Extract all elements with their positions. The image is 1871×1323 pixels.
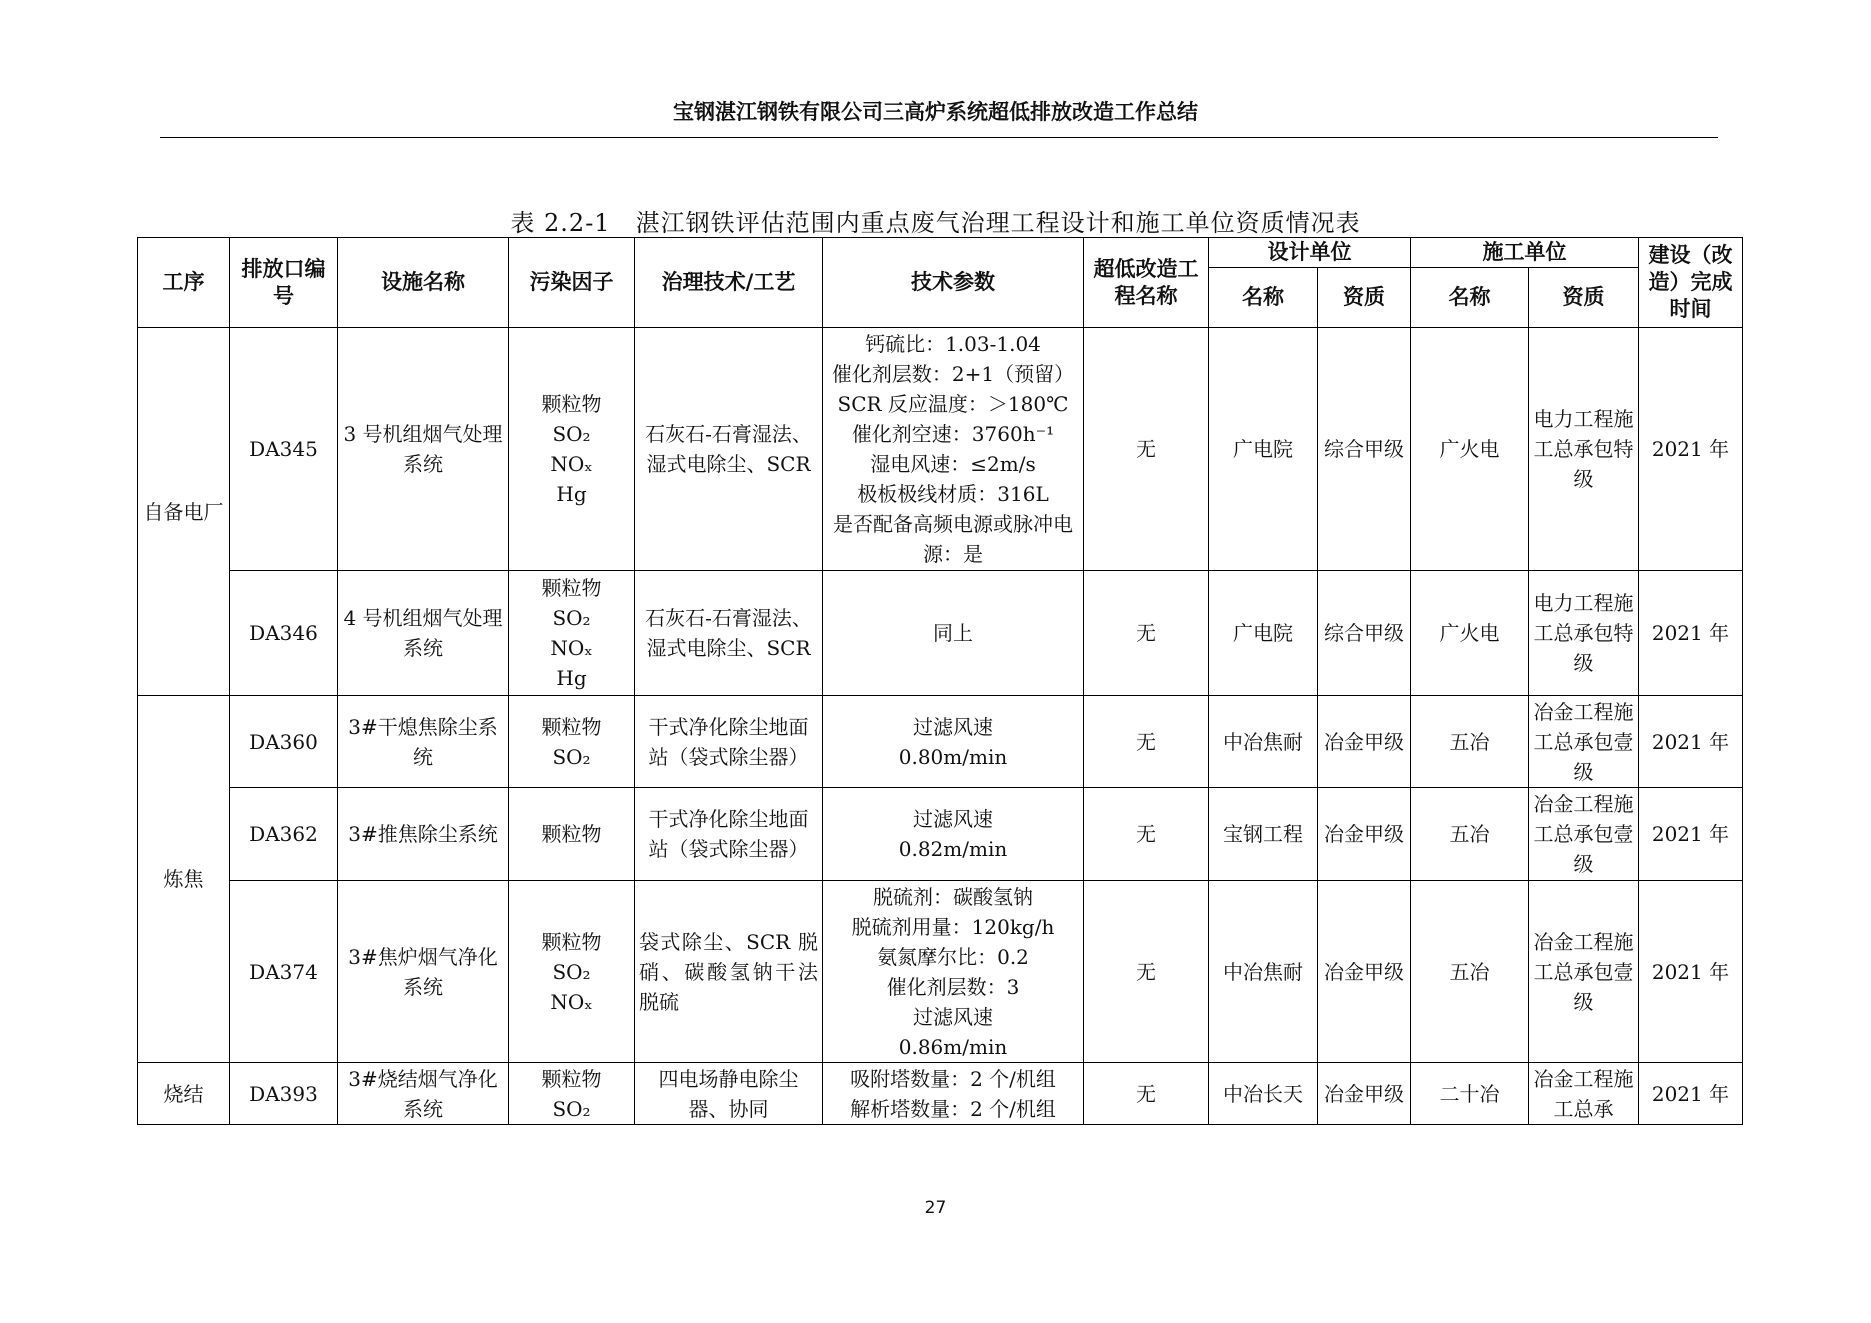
project-name-cell: 无 — [1084, 788, 1209, 881]
parameters-cell: 钙硫比：1.03-1.04 催化剂层数：2+1（预留） SCR 反应温度：＞180℃ 催化剂空速：3760h⁻¹ 湿电风速：≤2m/s 极板极线材质：316L 是否配备高频电源或脉冲电源：是 — [823, 328, 1084, 571]
completion-time-cell: 2021 年 — [1639, 788, 1743, 881]
technology-cell: 干式净化除尘地面站（袋式除尘器） — [635, 696, 823, 788]
design-name-cell: 宝钢工程 — [1209, 788, 1318, 881]
pollutant-cell: 颗粒物 — [509, 788, 635, 881]
design-qualification-cell: 冶金甲级 — [1318, 788, 1411, 881]
table-caption: 表 2.2-1 湛江钢铁评估范围内重点废气治理工程设计和施工单位资质情况表 — [510, 209, 1361, 237]
completion-time-cell: 2021 年 — [1639, 881, 1743, 1063]
design-qualification-cell: 综合甲级 — [1318, 571, 1411, 696]
construction-qualification-cell: 冶金工程施工总承 — [1529, 1063, 1639, 1125]
facility-cell: 3#干熄焦除尘系统 — [338, 696, 509, 788]
project-name-cell: 无 — [1084, 696, 1209, 788]
header-construction-qualification: 资质 — [1529, 268, 1639, 328]
facility-cell: 3#推焦除尘系统 — [338, 788, 509, 881]
header-construction-unit: 施工单位 — [1411, 238, 1639, 268]
technology-cell: 干式净化除尘地面站（袋式除尘器） — [635, 788, 823, 881]
parameters-cell: 同上 — [823, 571, 1084, 696]
header-design-qualification: 资质 — [1318, 268, 1411, 328]
header-facility: 设施名称 — [338, 238, 509, 328]
table-row — [138, 328, 1743, 571]
header-construction-name: 名称 — [1411, 268, 1529, 328]
completion-time-cell: 2021 年 — [1639, 571, 1743, 696]
design-qualification-cell: 综合甲级 — [1318, 328, 1411, 571]
technology-cell: 四电场静电除尘器、协同 — [635, 1063, 823, 1125]
design-name-cell: 广电院 — [1209, 328, 1318, 571]
header-pollutant: 污染因子 — [509, 238, 635, 328]
pollutant-cell: 颗粒物 SO₂ NOₓ Hg — [509, 571, 635, 696]
page-number: 27 — [924, 1198, 947, 1218]
project-name-cell: 无 — [1084, 571, 1209, 696]
pollutant-cell: 颗粒物 SO₂ NOₓ Hg — [509, 328, 635, 571]
design-qualification-cell: 冶金甲级 — [1318, 696, 1411, 788]
table-row — [138, 696, 1743, 788]
emission-control-table — [137, 237, 1743, 1125]
construction-name-cell: 五冶 — [1411, 881, 1529, 1063]
outlet-cell: DA393 — [230, 1063, 338, 1125]
construction-name-cell: 广火电 — [1411, 571, 1529, 696]
parameters-cell: 过滤风速 0.80m/min — [823, 696, 1084, 788]
design-name-cell: 广电院 — [1209, 571, 1318, 696]
header-project-name: 超低改造工程名称 — [1084, 238, 1209, 328]
completion-time-cell: 2021 年 — [1639, 328, 1743, 571]
parameters-cell: 吸附塔数量：2 个/机组 解析塔数量：2 个/机组 — [823, 1063, 1084, 1125]
outlet-cell: DA360 — [230, 696, 338, 788]
design-qualification-cell: 冶金甲级 — [1318, 881, 1411, 1063]
process-cell: 炼焦 — [138, 696, 230, 1063]
technology-cell: 石灰石-石膏湿法、湿式电除尘、SCR — [635, 571, 823, 696]
construction-name-cell: 广火电 — [1411, 328, 1529, 571]
construction-qualification-cell: 冶金工程施工总承包壹级 — [1529, 788, 1639, 881]
header-parameters: 技术参数 — [823, 238, 1084, 328]
header-design-name: 名称 — [1209, 268, 1318, 328]
project-name-cell: 无 — [1084, 1063, 1209, 1125]
pollutant-cell: 颗粒物 SO₂ NOₓ — [509, 881, 635, 1063]
table-row — [138, 571, 1743, 696]
document-header-title: 宝钢湛江钢铁有限公司三高炉系统超低排放改造工作总结 — [673, 100, 1198, 124]
outlet-cell: DA345 — [230, 328, 338, 571]
construction-qualification-cell: 冶金工程施工总承包壹级 — [1529, 881, 1639, 1063]
table-row — [138, 881, 1743, 1063]
header-process: 工序 — [138, 238, 230, 328]
parameters-cell: 过滤风速 0.82m/min — [823, 788, 1084, 881]
process-cell: 自备电厂 — [138, 328, 230, 696]
facility-cell: 3#烧结烟气净化系统 — [338, 1063, 509, 1125]
project-name-cell: 无 — [1084, 328, 1209, 571]
outlet-cell: DA362 — [230, 788, 338, 881]
facility-cell: 3 号机组烟气处理系统 — [338, 328, 509, 571]
table-row — [138, 1063, 1743, 1125]
table-row — [138, 788, 1743, 881]
completion-time-cell: 2021 年 — [1639, 696, 1743, 788]
technology-cell: 石灰石-石膏湿法、湿式电除尘、SCR — [635, 328, 823, 571]
construction-qualification-cell: 电力工程施工总承包特级 — [1529, 328, 1639, 571]
construction-name-cell: 五冶 — [1411, 696, 1529, 788]
design-name-cell: 中冶焦耐 — [1209, 881, 1318, 1063]
process-cell: 烧结 — [138, 1063, 230, 1125]
parameters-cell: 脱硫剂：碳酸氢钠 脱硫剂用量：120kg/h 氨氮摩尔比：0.2 催化剂层数：3 过滤风速 0.86m/min — [823, 881, 1084, 1063]
facility-cell: 3#焦炉烟气净化系统 — [338, 881, 509, 1063]
header-design-unit: 设计单位 — [1209, 238, 1411, 268]
outlet-cell: DA374 — [230, 881, 338, 1063]
project-name-cell: 无 — [1084, 881, 1209, 1063]
design-name-cell: 中冶长天 — [1209, 1063, 1318, 1125]
header-technology: 治理技术/工艺 — [635, 238, 823, 328]
design-name-cell: 中冶焦耐 — [1209, 696, 1318, 788]
facility-cell: 4 号机组烟气处理系统 — [338, 571, 509, 696]
pollutant-cell: 颗粒物 SO₂ — [509, 1063, 635, 1125]
construction-qualification-cell: 电力工程施工总承包特级 — [1529, 571, 1639, 696]
design-qualification-cell: 冶金甲级 — [1318, 1063, 1411, 1125]
technology-cell: 袋式除尘、SCR 脱硝、碳酸氢钠干法脱硫 — [635, 881, 823, 1063]
construction-name-cell: 五冶 — [1411, 788, 1529, 881]
completion-time-cell: 2021 年 — [1639, 1063, 1743, 1125]
header-outlet-no: 排放口编号 — [230, 238, 338, 328]
pollutant-cell: 颗粒物 SO₂ — [509, 696, 635, 788]
header-rule — [160, 137, 1718, 138]
construction-qualification-cell: 冶金工程施工总承包壹级 — [1529, 696, 1639, 788]
header-completion-time: 建设（改造）完成时间 — [1639, 238, 1743, 328]
construction-name-cell: 二十冶 — [1411, 1063, 1529, 1125]
outlet-cell: DA346 — [230, 571, 338, 696]
